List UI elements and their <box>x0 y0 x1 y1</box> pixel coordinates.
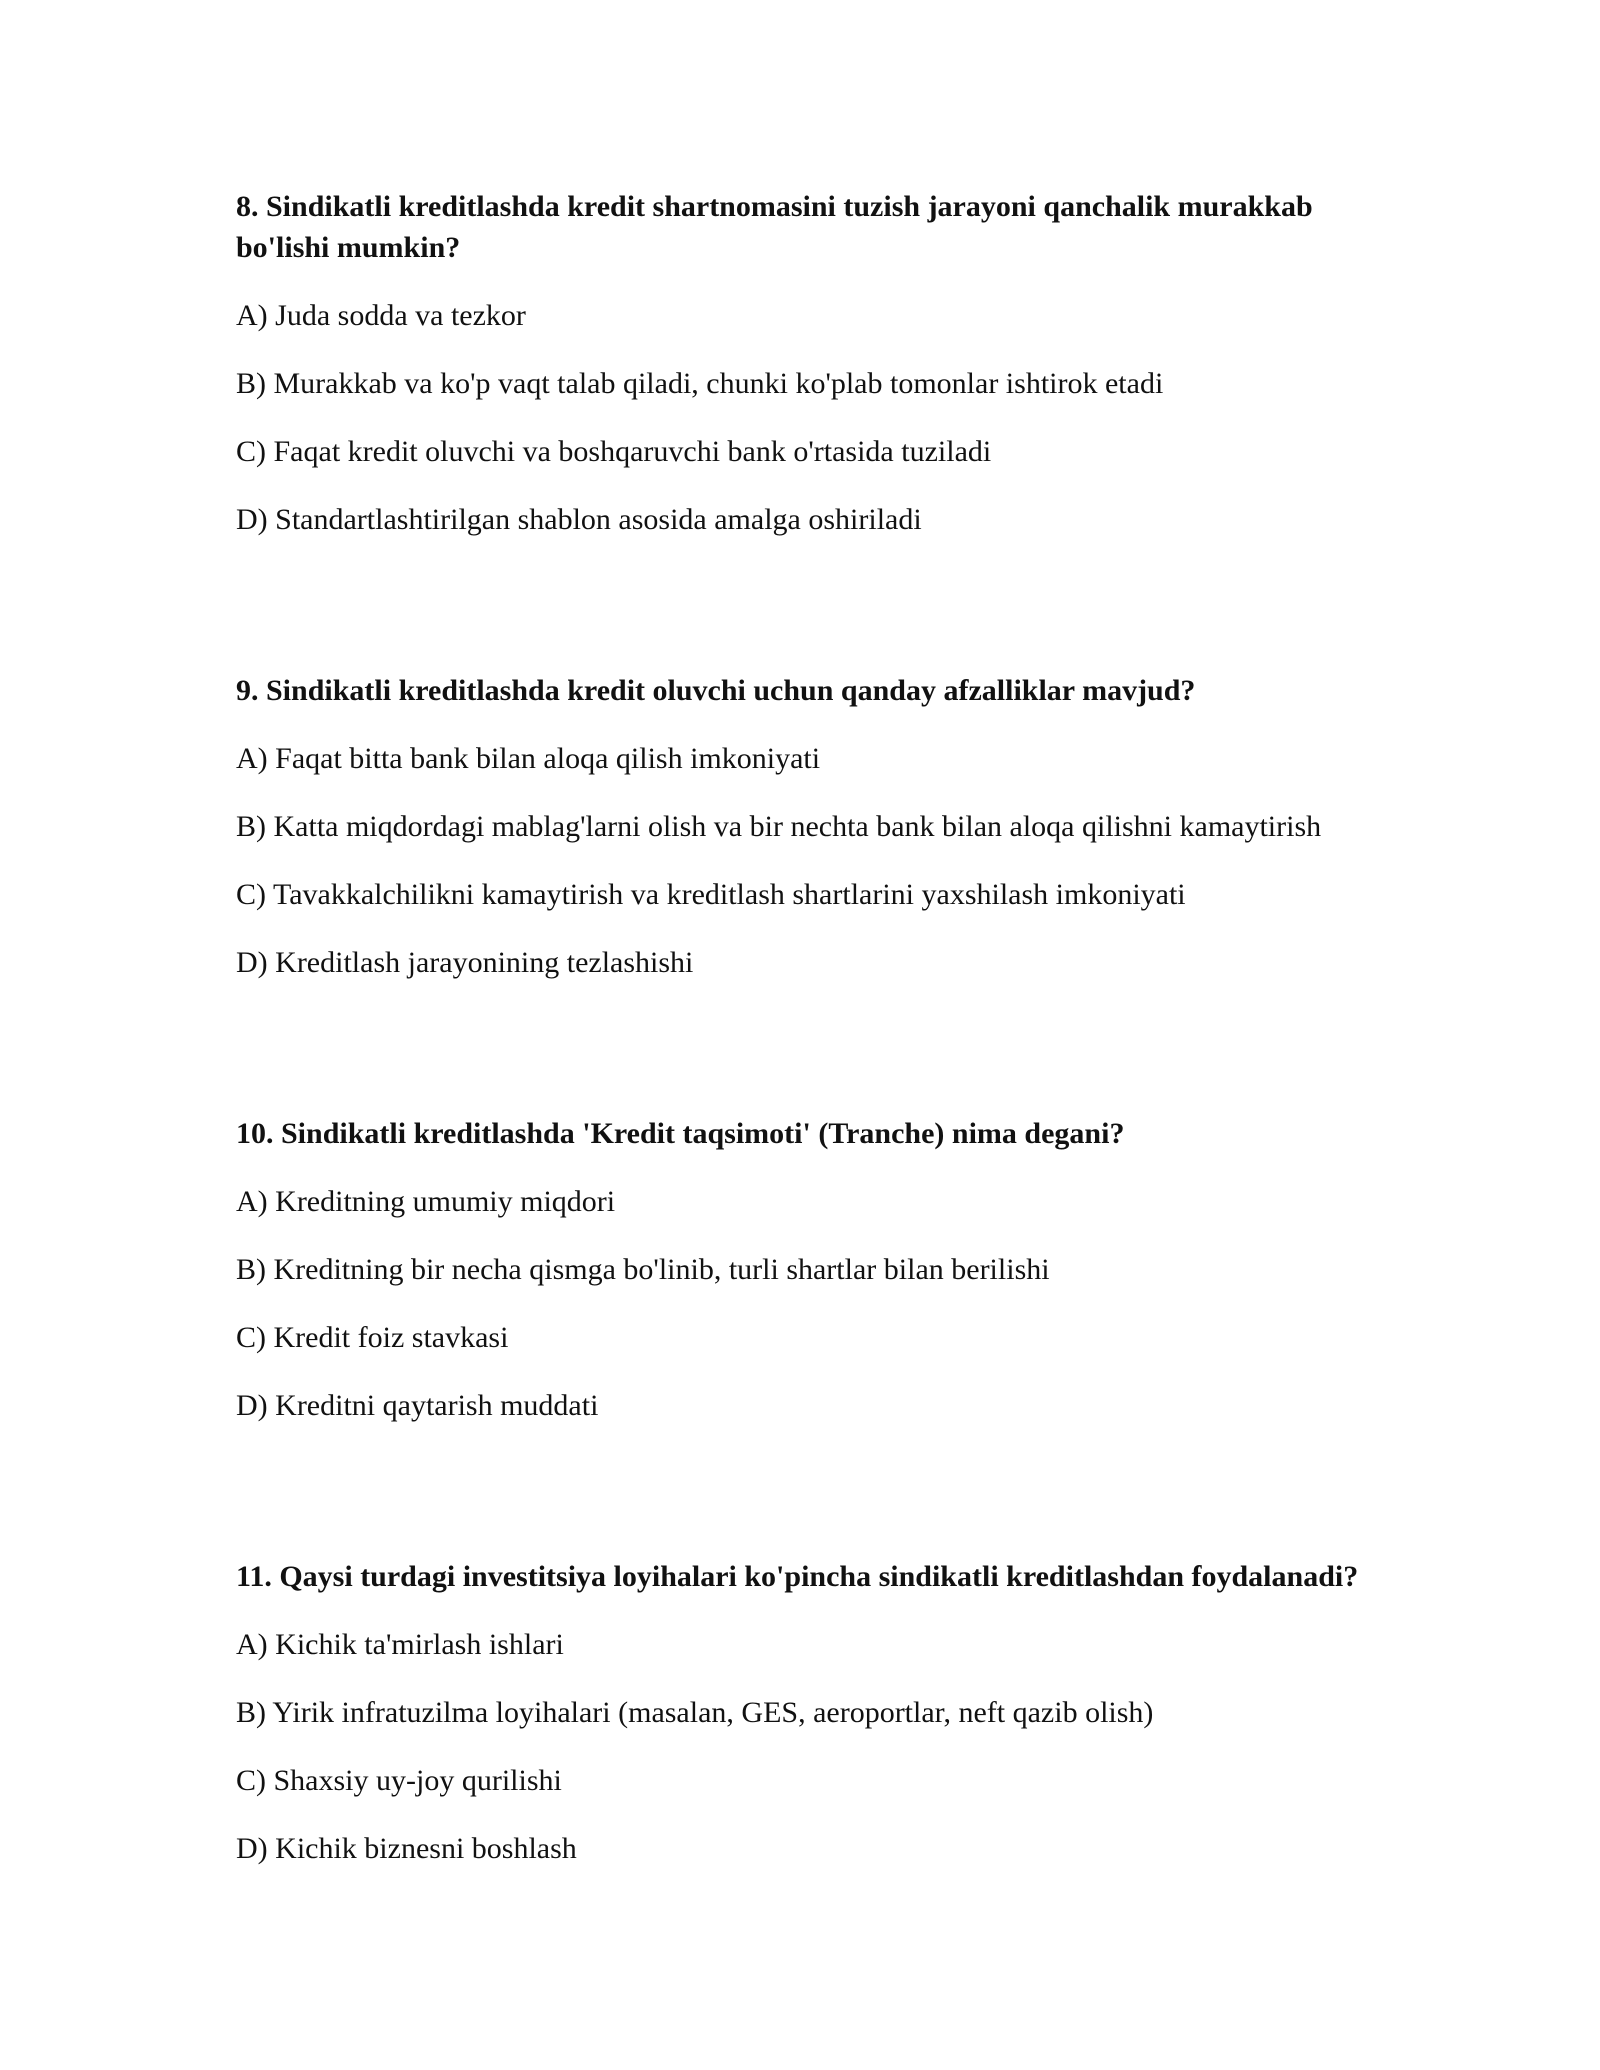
question-9 <box>236 670 1386 983</box>
answer-option-d: D) Kreditlash jarayonining tezlashishi <box>236 946 694 979</box>
question-list <box>236 186 1386 1999</box>
answer-option-a: A) Faqat bitta bank bilan aloqa qilish imkoniyati <box>236 742 821 775</box>
answer-option-d: D) Kreditni qaytarish muddati <box>236 1389 599 1422</box>
question-title: 11. Qaysi turdagi investitsiya loyihalari ko'pincha sindikatli kreditlashdan foydalanadi? <box>236 1560 1359 1593</box>
question-11 <box>236 1556 1386 1869</box>
answer-option-d: D) Kichik biznesni boshlash <box>236 1832 577 1865</box>
question-title: 10. Sindikatli kreditlashda 'Kredit taqsimoti' (Tranche) nima degani? <box>236 1117 1125 1150</box>
answer-option-c: C) Shaxsiy uy-joy qurilishi <box>236 1764 562 1797</box>
answer-option-a: A) Kreditning umumiy miqdori <box>236 1185 616 1218</box>
question-title: 9. Sindikatli kreditlashda kredit oluvchi uchun qanday afzalliklar mavjud? <box>236 674 1196 707</box>
answer-option-a: A) Kichik ta'mirlash ishlari <box>236 1628 564 1661</box>
answer-option-b: B) Kreditning bir necha qismga bo'linib, turli shartlar bilan berilishi <box>236 1253 1050 1286</box>
answer-option-c: C) Kredit foiz stavkasi <box>236 1321 509 1354</box>
answer-option-c: C) Faqat kredit oluvchi va boshqaruvchi bank o'rtasida tuziladi <box>236 435 992 468</box>
answer-option-b: B) Katta miqdordagi mablag'larni olish va bir nechta bank bilan aloqa qilishni kamaytirish <box>236 810 1322 843</box>
question-title: 8. Sindikatli kreditlashda kredit shartnomasini tuzish jarayoni qanchalik murakkab bo'lishi mumkin? <box>236 190 1313 264</box>
answer-option-b: B) Yirik infratuzilma loyihalari (masalan, GES, aeroportlar, neft qazib olish) <box>236 1696 1154 1729</box>
question-8 <box>236 186 1386 540</box>
question-10 <box>236 1113 1386 1426</box>
answer-option-c: C) Tavakkalchilikni kamaytirish va kreditlash shartlarini yaxshilash imkoniyati <box>236 878 1186 911</box>
answer-option-d: D) Standartlashtirilgan shablon asosida amalga oshiriladi <box>236 503 922 536</box>
answer-option-a: A) Juda sodda va tezkor <box>236 299 526 332</box>
answer-option-b: B) Murakkab va ko'p vaqt talab qiladi, chunki ko'plab tomonlar ishtirok etadi <box>236 367 1164 400</box>
